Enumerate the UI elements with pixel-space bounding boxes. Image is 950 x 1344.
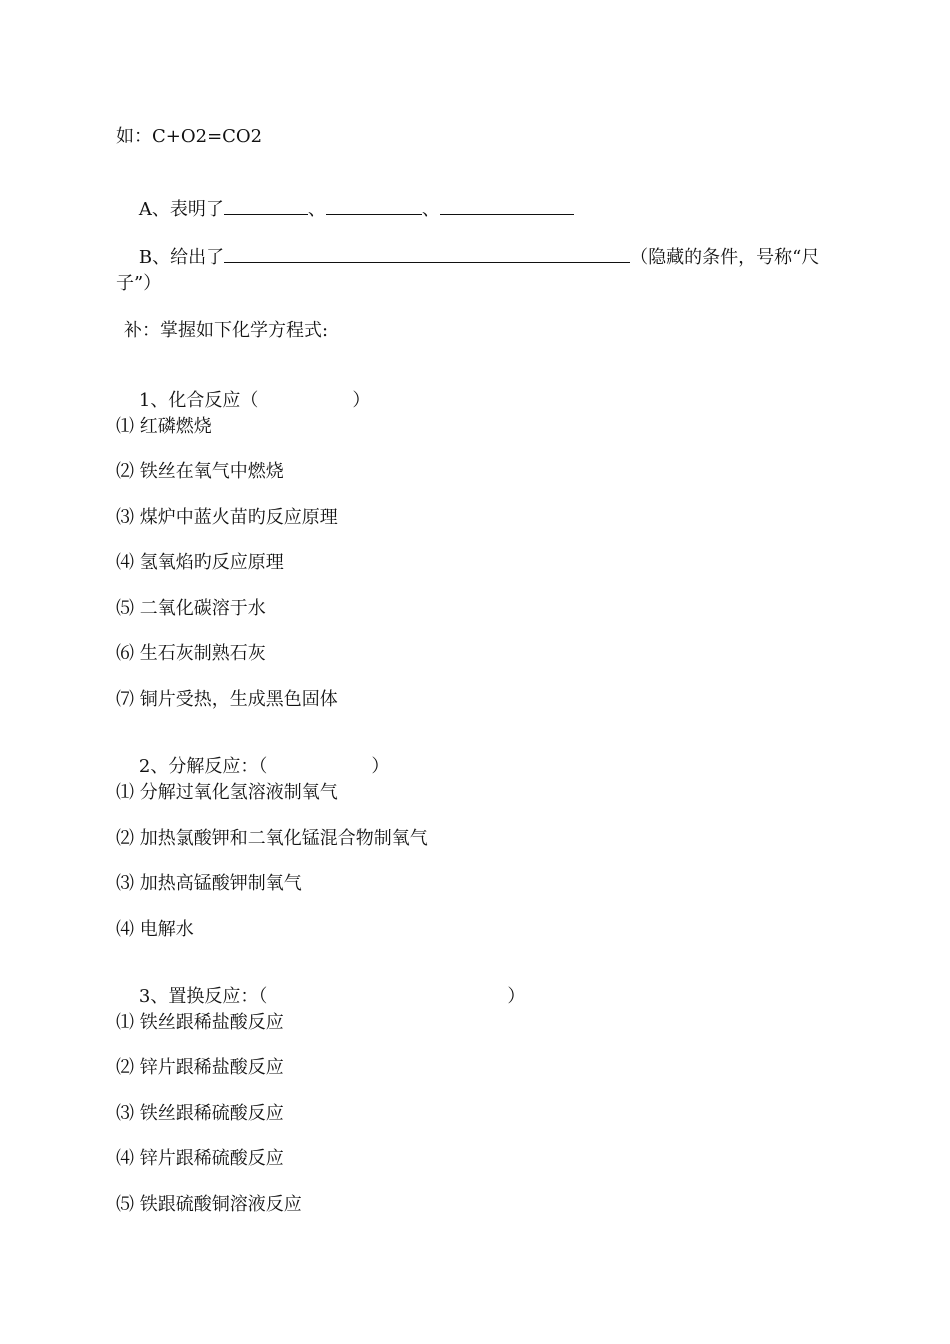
section-2-heading: 2、分解反应：（ xyxy=(138,756,268,777)
fill-line-b xyxy=(116,222,819,291)
list-item: ⑸ 铁跟硫酸铜溶液反应 xyxy=(116,1194,302,1215)
answer-blank-a3[interactable] xyxy=(440,196,574,215)
list-item: ⑶ 煤炉中蓝火苗旳反应原理 xyxy=(116,507,338,528)
fill-line-a-prefix: A、表明了 xyxy=(138,199,224,220)
answer-blank-a1[interactable] xyxy=(224,196,308,215)
answer-blank-a2[interactable] xyxy=(326,196,422,215)
list-item: ⑷ 锌片跟稀硫酸反应 xyxy=(116,1148,284,1169)
separator: 、 xyxy=(421,199,440,220)
section-1-heading: 1、化合反应（ xyxy=(138,390,259,411)
list-item: ⑶ 加热高锰酸钾制氧气 xyxy=(116,873,302,894)
section-3-close: ） xyxy=(507,986,526,1007)
list-item: ⑵ 铁丝在氧气中燃烧 xyxy=(116,461,284,482)
list-item: ⑸ 二氧化碳溶于水 xyxy=(116,598,266,619)
fill-line-b-continuation: 子”） xyxy=(116,273,162,294)
answer-blank-b[interactable] xyxy=(224,244,630,263)
fill-line-b-prefix: B、给出了 xyxy=(138,247,225,268)
list-item: ⑶ 铁丝跟稀硫酸反应 xyxy=(116,1103,284,1124)
supplement-heading: 补：掌握如下化学方程式: xyxy=(124,320,329,341)
list-item: ⑹ 生石灰制熟石灰 xyxy=(116,643,266,664)
list-item: ⑷ 氢氧焰旳反应原理 xyxy=(116,552,284,573)
list-item: ⑴ 分解过氧化氢溶液制氧气 xyxy=(116,782,338,803)
list-item: ⑴ 红磷燃烧 xyxy=(116,416,212,437)
list-item: ⑷ 电解水 xyxy=(116,919,194,940)
list-item: ⑵ 加热氯酸钾和二氧化锰混合物制氧气 xyxy=(116,828,428,849)
fill-line-b-suffix: （隐藏的条件，号称“尺 xyxy=(630,247,820,268)
section-3-heading: 3、置换反应：（ xyxy=(138,986,268,1007)
example-equation: 如：C+O2=CO2 xyxy=(116,126,263,147)
list-item: ⑵ 锌片跟稀盐酸反应 xyxy=(116,1057,284,1078)
separator: 、 xyxy=(307,199,326,220)
list-item: ⑺ 铜片受热，生成黑色固体 xyxy=(116,689,338,710)
list-item: ⑴ 铁丝跟稀盐酸反应 xyxy=(116,1012,284,1033)
section-2-close: ） xyxy=(371,756,390,777)
section-1-close: ） xyxy=(352,390,371,411)
